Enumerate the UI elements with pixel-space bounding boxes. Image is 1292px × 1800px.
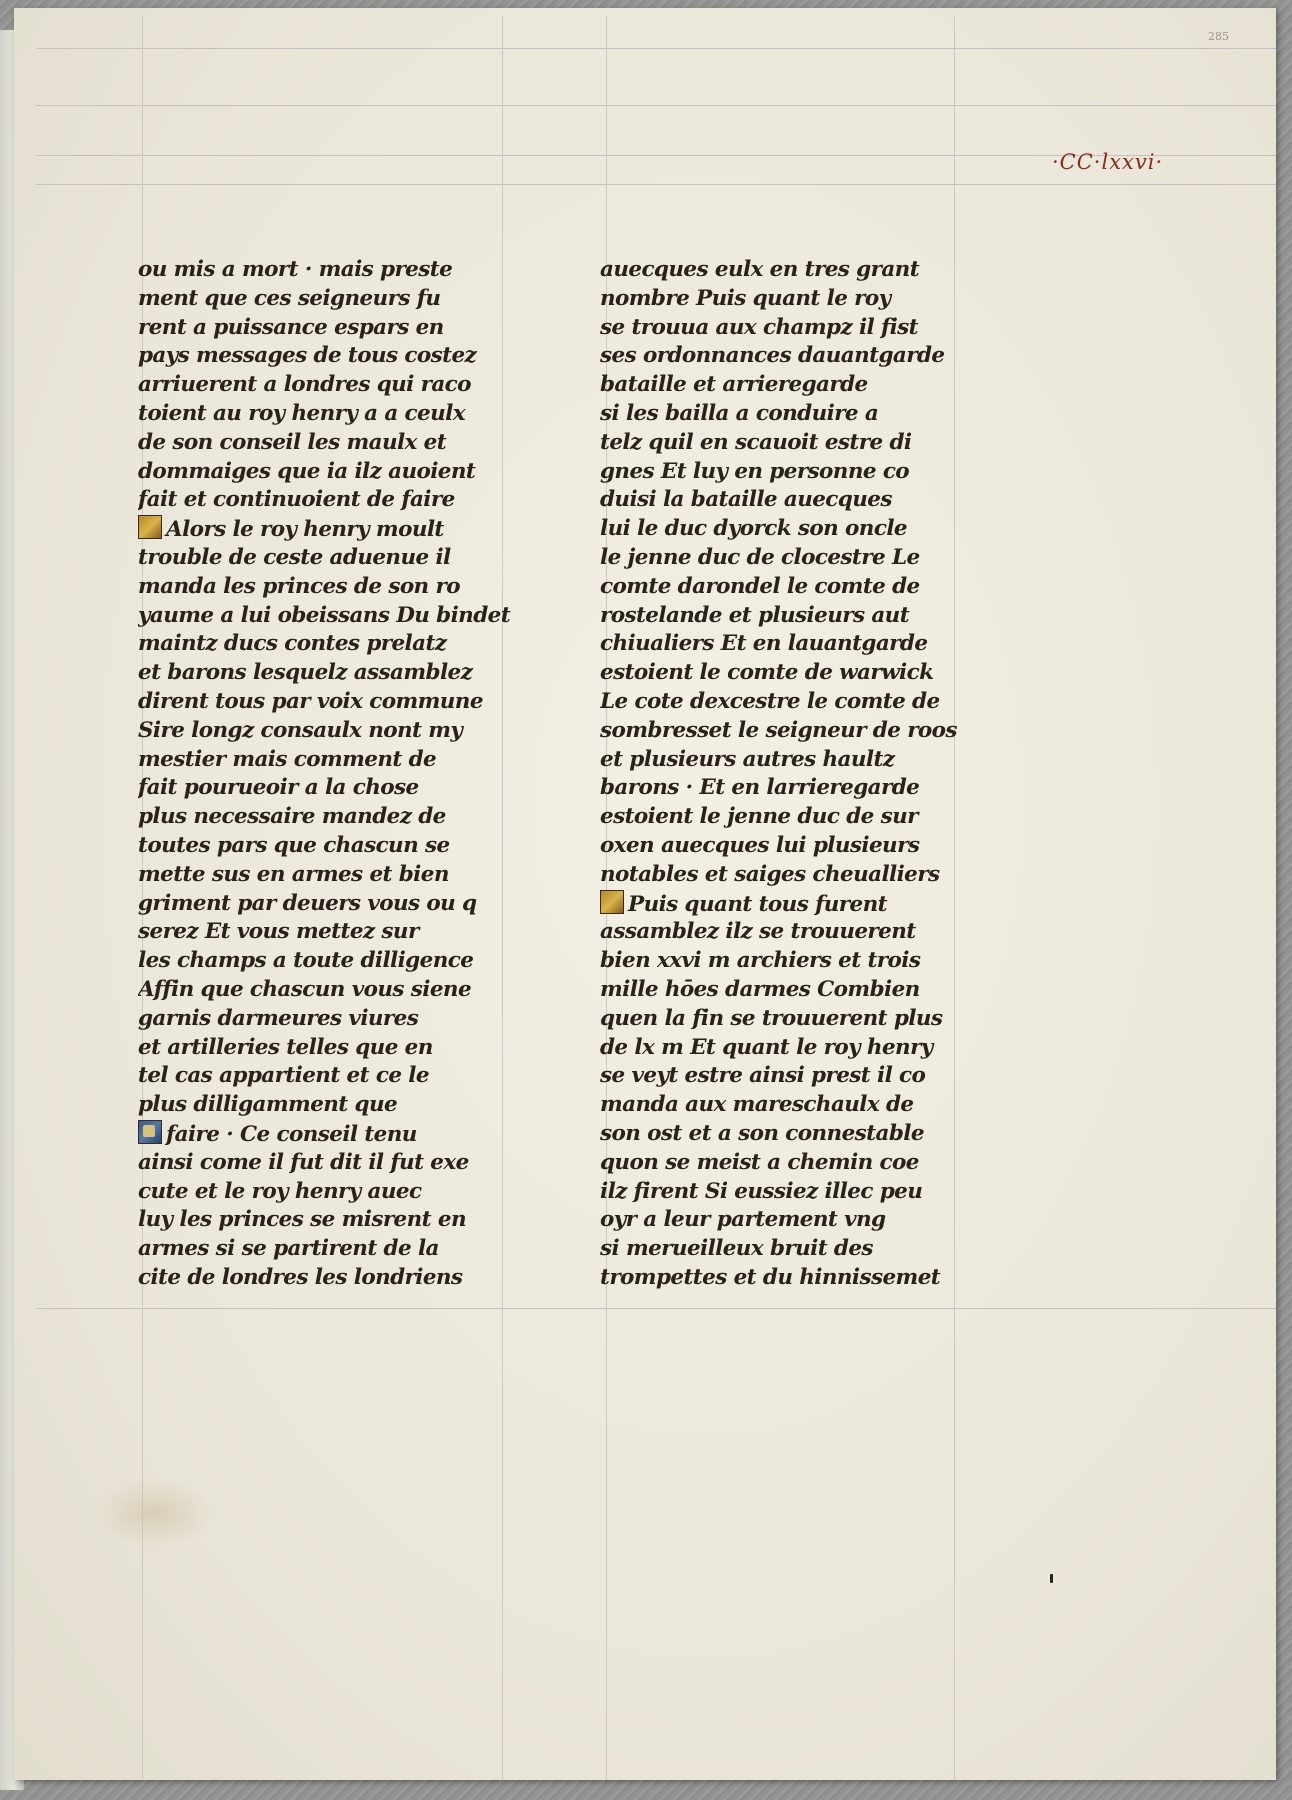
text-line: toient au roy henry a a ceulx: [138, 400, 465, 426]
text-line: ilz firent Si eussiez illec peu: [600, 1178, 923, 1204]
text-line: rostelande et plusieurs aut: [600, 602, 910, 628]
text-line: ainsi come il fut dit il fut exe: [138, 1149, 469, 1175]
text-line: de son conseil les maulx et: [138, 429, 447, 455]
text-line: se veyt estre ainsi prest il co: [600, 1063, 926, 1089]
text-line: rent a puissance espars en: [138, 314, 444, 340]
text-line: et barons lesquelz assamblez: [138, 660, 473, 686]
text-line: si merueilleux bruit des: [600, 1236, 873, 1262]
text-line: dommaiges que ia ilz auoient: [138, 458, 476, 484]
text-column-right: [600, 256, 1000, 1293]
text-line: yaume a lui obeissans Du bindet: [138, 602, 511, 628]
text-line: lui le duc dyorck son oncle: [600, 516, 907, 542]
text-line: faire · Ce conseil tenu: [166, 1121, 417, 1147]
text-line: mette sus en armes et bien: [138, 861, 449, 887]
text-line: sombresset le seigneur de roos: [600, 717, 957, 743]
ink-mark: [1050, 1574, 1053, 1583]
text-line: cite de londres les londriens: [138, 1264, 463, 1290]
text-line: dirent tous par voix commune: [138, 688, 483, 714]
text-line: notables et saiges cheualliers: [600, 861, 940, 887]
text-line: pays messages de tous costez: [138, 343, 477, 369]
text-line: cute et le roy henry auec: [138, 1178, 422, 1204]
decorated-initial-icon: [138, 1120, 162, 1144]
text-line: mestier mais comment de: [138, 746, 437, 772]
text-line: Affin que chascun vous siene: [138, 976, 472, 1002]
text-line: duisi la bataille auecques: [600, 487, 892, 513]
text-line: barons · Et en larrieregarde: [600, 775, 920, 801]
decorated-initial-icon: [600, 890, 624, 914]
text-line: Sire longz consaulx nont my: [138, 717, 463, 743]
text-line: son ost et a son connestable: [600, 1120, 924, 1146]
text-line: oxen auecques lui plusieurs: [600, 832, 920, 858]
folio-number: 285: [1208, 30, 1229, 43]
text-line: tel cas appartient et ce le: [138, 1063, 429, 1089]
text-line: bien xxvi m archiers et trois: [600, 948, 921, 974]
text-line-with-initial: [138, 1120, 538, 1149]
text-line: griment par deuers vous ou q: [138, 890, 477, 916]
text-column-left: [138, 256, 538, 1293]
text-line: manda aux mareschaulx de: [600, 1092, 914, 1118]
ruling-line: [36, 48, 1276, 49]
text-line: quen la fin se trouuerent plus: [600, 1005, 943, 1031]
text-line: se trouua aux champz il fist: [600, 314, 919, 340]
text-line: de lx m Et quant le roy henry: [600, 1034, 933, 1060]
text-line: plus necessaire mandez de: [138, 804, 446, 830]
text-line: les champs a toute dilligence: [138, 948, 474, 974]
text-line: luy les princes se misrent en: [138, 1207, 466, 1233]
text-line: ou mis a mort · mais preste: [138, 257, 453, 282]
text-line: comte darondel le comte de: [600, 573, 920, 599]
text-line: trouble de ceste aduenue il: [138, 544, 451, 570]
text-line: toutes pars que chascun se: [138, 832, 450, 858]
water-stain: [94, 1478, 214, 1548]
text-line: fait et continuoient de faire: [138, 487, 455, 513]
text-line: maintz ducs contes prelatz: [138, 631, 447, 657]
text-line: telz quil en scauoit estre di: [600, 429, 912, 455]
text-line: quon se meist a chemin coe: [600, 1149, 919, 1175]
text-line: armes si se partirent de la: [138, 1236, 439, 1262]
text-line: bataille et arrieregarde: [600, 372, 868, 398]
text-line: ses ordonnances dauantgarde: [600, 343, 945, 369]
ruling-line: [36, 184, 1276, 185]
text-line: le jenne duc de clocestre Le: [600, 544, 920, 570]
text-line: garnis darmeures viures: [138, 1005, 419, 1031]
text-line: serez Et vous mettez sur: [138, 919, 419, 945]
text-line: estoient le comte de warwick: [600, 660, 934, 686]
text-line: Puis quant tous furent: [628, 891, 887, 917]
ruling-line: [36, 1308, 1276, 1309]
text-line: si les bailla a conduire a: [600, 400, 879, 426]
text-line: Le cote dexcestre le comte de: [600, 688, 940, 714]
text-line: mille hōes darmes Combien: [600, 976, 920, 1002]
text-line: chiualiers Et en lauantgarde: [600, 631, 928, 657]
decorated-initial-icon: [138, 515, 162, 539]
text-line: assamblez ilz se trouuerent: [600, 919, 916, 945]
text-line: estoient le jenne duc de sur: [600, 804, 918, 830]
text-line: Alors le roy henry moult: [166, 517, 444, 543]
text-line: nombre Puis quant le roy: [600, 285, 891, 311]
text-line-with-initial: [138, 515, 538, 544]
text-line: plus dilligamment que: [138, 1092, 398, 1118]
text-line-with-initial: [600, 890, 1000, 919]
ruling-line: [36, 105, 1276, 106]
running-headline: ·CC·lxxvi·: [1052, 150, 1164, 174]
text-line: et artilleries telles que en: [138, 1034, 433, 1060]
text-line: ment que ces seigneurs fu: [138, 285, 441, 311]
text-line: manda les princes de son ro: [138, 573, 460, 599]
text-line: auecques eulx en tres grant: [600, 257, 920, 282]
text-line: arriuerent a londres qui raco: [138, 372, 471, 398]
text-line: trompettes et du hinnissemet: [600, 1264, 941, 1290]
text-line: gnes Et luy en personne co: [600, 458, 910, 484]
text-line: et plusieurs autres haultz: [600, 746, 895, 772]
text-line: oyr a leur partement vng: [600, 1207, 886, 1233]
text-line: fait pourueoir a la chose: [138, 775, 419, 801]
